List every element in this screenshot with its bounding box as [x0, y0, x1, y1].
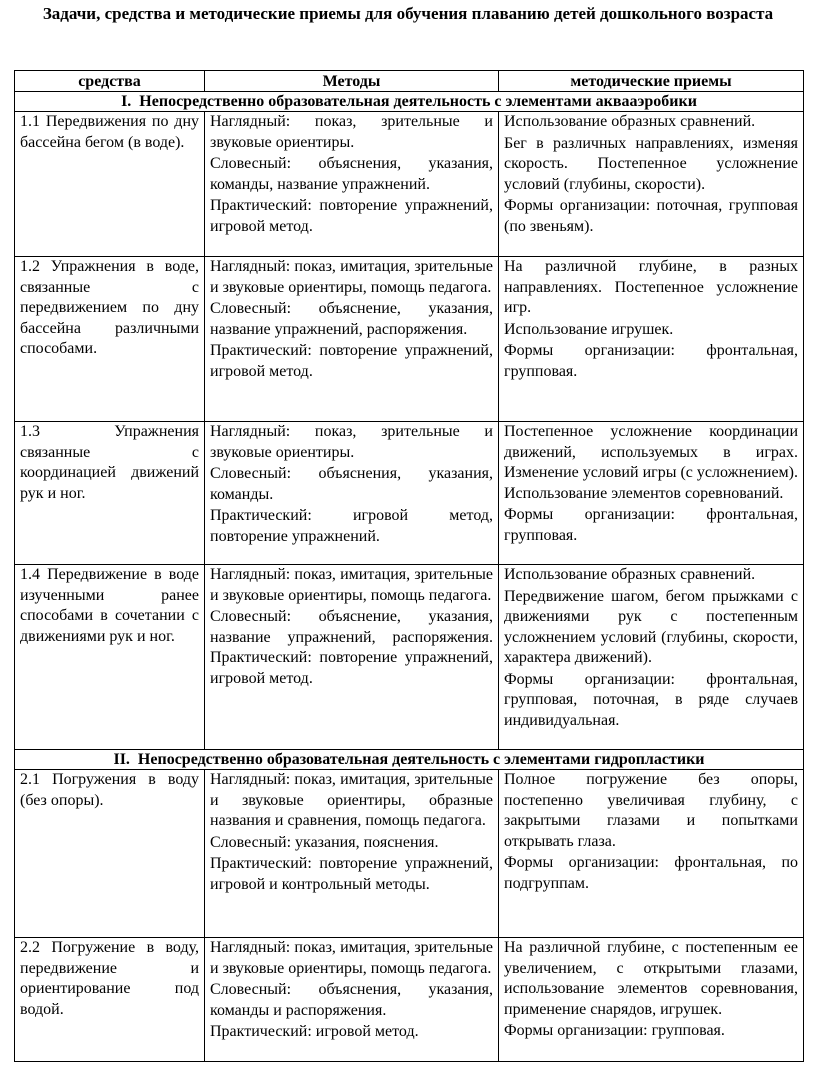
method-line: Словесный: объяснения, указания, команды. [210, 465, 493, 503]
section-header [15, 92, 804, 112]
method-line: Словесный: указания, пояснения. [210, 833, 439, 851]
table-row [15, 770, 804, 938]
techniques-cell [499, 112, 804, 257]
method-line: Практический: повторение упражнений, игровой и контрольный методы. [210, 855, 493, 893]
methods-table [14, 70, 804, 1062]
method-line: Наглядный: показ, имитация, зрительные и звуковые ориентиры, помощь педагога. [210, 258, 493, 296]
technique-line: На различной глубине, с постепенным ее увеличением, с открытыми глазами, использование элементов соревнования, применение снарядов, игрушек. [504, 939, 798, 1018]
section-header-row [15, 750, 804, 770]
methods-cell [205, 112, 499, 257]
document-title: Задачи, средства и методические приемы для обучения плаванию детей дошкольного возраста [42, 4, 774, 23]
method-line: Практический: игровой метод. [210, 1023, 419, 1040]
section-title: Непосредственно образовательная деятельность с элементами гидропластики [137, 751, 705, 768]
technique-line: Формы организации: групповая. [504, 1022, 725, 1039]
means-cell: 1.4 Передвижение в воде изученными ранее способами в сочетании с движениями рук и ног. [15, 565, 205, 750]
table-row [15, 422, 804, 565]
techniques-cell [499, 770, 804, 938]
section-number: II. [113, 751, 130, 768]
methods-cell [205, 257, 499, 422]
technique-line: Передвижение шагом, бегом прыжками с движениями рук с постепенным усложнением условий (глубины, скорости, характера движений). [504, 587, 798, 666]
method-line: Наглядный: показ, имитация, зрительные и звуковые ориентиры, помощь педагога. [210, 939, 493, 977]
methods-cell [205, 422, 499, 565]
means-cell: 1.2 Упражнения в воде, связанные с передвижением по дну бассейна различными способами. [15, 257, 205, 422]
method-line: Наглядный: показ, имитация, зрительные и звуковые ориентиры, помощь педагога. [210, 566, 493, 604]
techniques-cell [499, 565, 804, 750]
means-cell: 1.1 Передвижения по дну бассейна бегом (в воде). [15, 112, 205, 257]
method-line: Наглядный: показ, зрительные и звуковые ориентиры. [210, 423, 493, 461]
table-header-row [15, 71, 804, 92]
technique-line: На различной глубине, в разных направлениях. Постепенное усложнение игр. [504, 258, 798, 316]
method-line: Практический: игровой метод, повторение упражнений. [210, 507, 493, 545]
technique-line: Полное погружение без опоры, постепенно увеличивая глубину, с закрытыми глазами и попытками открывать глаза. [504, 771, 798, 850]
methods-cell [205, 938, 499, 1062]
section-header-row [15, 92, 804, 112]
column-header-methods: Методы [205, 71, 499, 92]
method-line: Наглядный: показ, зрительные и звуковые ориентиры. [210, 113, 493, 151]
section-header [15, 750, 804, 770]
section-number: I. [121, 93, 132, 110]
method-line: Практический: повторение упражнений, игровой метод. [210, 197, 493, 235]
method-line: Наглядный: показ, имитация, зрительные и звуковые ориентиры, образные названия и сравнения, помощь педагога. [210, 771, 493, 829]
methods-cell [205, 770, 499, 938]
technique-line: Постепенное усложнение координации движений, используемых в играх. Изменение условий игры (с усложнением). Использование элементов соревнований. [504, 423, 798, 502]
method-line: Практический: повторение упражнений, игровой метод. [210, 342, 493, 380]
technique-line: Формы организации: фронтальная, групповая, поточная, в ряде случаев индивидуальная. [504, 670, 798, 729]
means-cell: 2.1 Погружения в воду (без опоры). [15, 770, 205, 938]
techniques-cell [499, 938, 804, 1062]
technique-line: Формы организации: фронтальная, групповая. [504, 506, 798, 544]
method-line: Словесный: объяснение, указания, название упражнений, распоряжения. Практический: повторение упражнений, игровой метод. [210, 608, 493, 687]
technique-line: Формы организации: фронтальная, по подгруппам. [504, 854, 798, 892]
section-title: Непосредственно образовательная деятельность с элементами аквааэробики [139, 93, 697, 110]
table-row [15, 565, 804, 750]
techniques-cell [499, 422, 804, 565]
table-row [15, 257, 804, 422]
table-row [15, 112, 804, 257]
technique-line: Формы организации: поточная, групповая (по звеньям). [504, 197, 798, 235]
column-header-techniques: методические приемы [499, 71, 804, 92]
techniques-cell [499, 257, 804, 422]
method-line: Словесный: объяснения, указания, команды и распоряжения. [210, 981, 493, 1019]
method-line: Словесный: объяснение, указания, название упражнений, распоряжения. [210, 300, 493, 338]
technique-line: Использование образных сравнений. [504, 566, 756, 583]
method-line: Словесный: объяснения, указания, команды, название упражнений. [210, 155, 493, 193]
means-cell: 1.3 Упражнения связанные с координацией движений рук и ног. [15, 422, 205, 565]
column-header-means: средства [15, 71, 205, 92]
means-cell: 2.2 Погружение в воду, передвижение и ориентирование под водой. [15, 938, 205, 1062]
technique-line: Бег в различных направлениях, изменяя скорость. Постепенное усложнение условий (глубины, скорости). [504, 134, 798, 193]
table-row [15, 938, 804, 1062]
methods-cell [205, 565, 499, 750]
technique-line: Использование игрушек. [504, 320, 674, 338]
technique-line: Использование образных сравнений. [504, 113, 756, 130]
technique-line: Формы организации: фронтальная, групповая. [504, 342, 798, 380]
